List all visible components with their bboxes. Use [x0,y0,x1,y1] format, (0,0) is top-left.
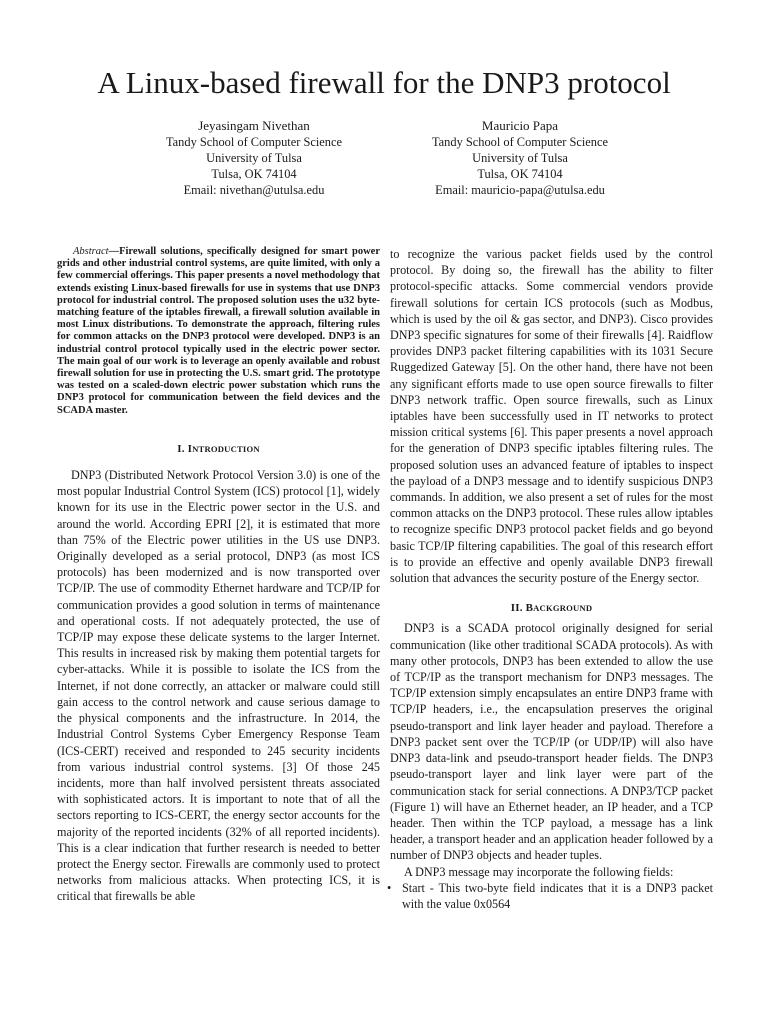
author-block-2 [380,118,660,198]
left-column [57,246,380,905]
section-heading-background: II. BACKGROUND [510,602,593,615]
author-block-1 [114,118,394,198]
author-university: University of Tulsa [206,151,302,165]
author-name: Jeyasingam Nivethan [198,118,310,133]
author-city: Tulsa, OK 74104 [477,167,563,181]
introduction-paragraph: DNP3 (Distributed Network Protocol Version 3.0) is one of the most popular Industrial Control System (ICS) protocol [1], widely known for its use in the Electric power sector in the U.S. and around the world. According EPRI [2], it is estimated that more than 75% of the Electric power utilities in the US use DNP3. Originally developed as a serial protocol, DNP3 (as most ICS protocols) has been modernized and is now transported over TCP/IP. The use of commodity Ethernet hardware and TCP/IP for communication provides a good solution in terms of maintenance and operational costs. If not adequately protected, the use of TCP/IP may expose these delicate systems to the larger Internet. This results in increased risk by making them potential targets for cyber-attacks. While it is possible to isolate the ICS from the Internet, if not done correctly, an attacker or malware could still gain access to the control network and cause serious damage to the physical components and the infrastructure. In 2014, the Industrial Control Systems Cyber Emergency Response Team (ICS-CERT) received and responded to 245 security incidents from various industrial control systems. [3] Of those 245 incidents, more than half involved persistent threats associated with sophisticated actors. It is important to note that of all the sectors reporting to ICS-CERT, the energy sector accounts for the majority of the reported incidents (32% of all reported incidents). This is a clear indication that further research is needed to better protect the Energy sector. Firewalls are commonly used to protect networks from malicious attacks. When protecting ICS, it is critical that firewalls be able [57,468,380,904]
author-name: Mauricio Papa [481,118,559,133]
bullet-item [387,880,713,912]
abstract [57,246,380,417]
abstract-label: Abstract [73,246,109,257]
author-email: Email: mauricio-papa@utulsa.edu [435,183,605,197]
abstract-text: —Firewall solutions, specifically designed for smart power grids and other industrial control systems, are quite limited, with only a few commercial offerings. This paper presents a novel methodology that extends existing Linux-based firewalls for use in systems that use DNP3 protocol for industrial control. The proposed solution uses the u32 byte-matching feature of the iptables firewall, a firewall solution available in most Linux distributions. To demonstrate the approach, filtering rules for common attacks on the DNP3 protocol were developed. DNP3 is an industrial control protocol typically used in the electric power sector. The main goal of our work is to leverage an openly available and robust firewall solution for use in protecting the U.S. smart grid. The prototype was tested on a scaled-down electric power substation which runs the DNP3 protocol for communication between the field devices and the SCADA master. [57,246,380,416]
author-email: Email: nivethan@utulsa.edu [183,183,325,197]
paper-title: A Linux-based firewall for the DNP3 protocol [97,65,671,100]
bullet-text: Start - This two-byte field indicates that it is a DNP3 packet with the value 0x0564 [402,880,713,911]
section-heading-introduction: I. INTRODUCTION [177,442,260,455]
author-affiliation: Tandy School of Computer Science [165,135,342,149]
author-university: University of Tulsa [472,151,568,165]
right-column [387,246,713,912]
introduction-paragraph-continued: to recognize the various packet fields used by the control protocol. By doing so, the firewall has the ability to filter protocol-specific attacks. Some commercial vendors provide firewall solutions for certain ICS protocols (such as Modbus, which is used by the oil & gas sector, and DNP3). Cisco provides DNP3 specific signatures for some of their firewalls [4]. Raidflow provides DNP3 packet filtering capabilities with its 1031 Secure Ruggedized Gateway [5]. On the other hand, there have not been any significant efforts made to use open source firewalls to filter DNP3 network traffic. Open source firewalls, such as Linux iptables have been successfully used in IT networks to protect mission critical systems [6]. This paper presents a novel approach for the generation of DNP3 specific iptables filtering rules. The proposed solution uses an advanced feature of iptables to inspect the payload of a DNP3 message and to identify suspicious DNP3 commands. In addition, we also present a set of rules for the most common attacks on the DNP3 protocol. These rules allow iptables to recognize specific DNP3 protocol packet fields and go beyond basic TCP/IP filtering capabilities. The goal of this research effort is to provide an effective and openly available DNP3 firewall solution that advances the security posture of the Energy sector. [390,247,713,586]
background-paragraph: A DNP3 message may incorporate the following fields: [404,864,674,879]
author-city: Tulsa, OK 74104 [211,167,297,181]
author-affiliation: Tandy School of Computer Science [431,135,608,149]
bullet-marker: • [387,880,392,895]
background-paragraph: DNP3 is a SCADA protocol originally designed for serial communication (like other traditional SCADA protocols). As with many other protocols, DNP3 has been extended to allow the use of TCP/IP as the transport mechanism for DNP3 messages. The TCP/IP extension simply encapsulates an entire DNP3 frame with TCP/IP headers, i.e., the encapsulation preserves the original pseudo-transport and link layer header and payload. Therefore a DNP3 packet sent over the TCP/IP (or UDP/IP) will also have DNP3 data-link and pseudo-transport header fields. The DNP3 pseudo-transport layer and link layer were part of the communication stack for serial connections. A DNP3/TCP packet (Figure 1) will have an Ethernet header, an IP header, and a TCP header. Then within the TCP payload, a message has a link header, a transport header and an application header followed by a number of DNP3 objects and header tuples. [390,621,713,863]
